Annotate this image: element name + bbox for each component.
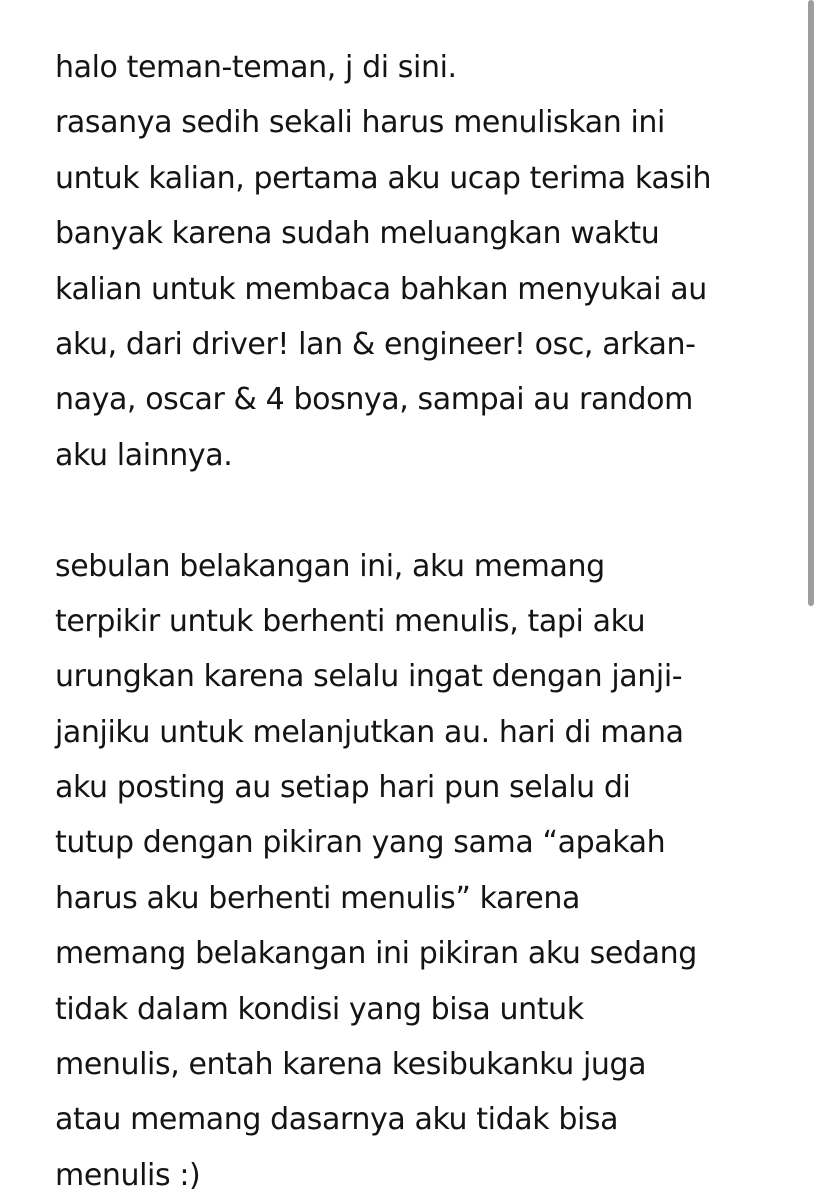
vertical-scrollbar[interactable]: [808, 0, 814, 606]
text-line: memang belakangan ini pikiran aku sedang: [55, 936, 697, 972]
text-line: aku lainnya.: [55, 437, 233, 473]
text-line: aku posting au setiap hari pun selalu di: [55, 770, 631, 806]
text-line: menulis, entah karena kesibukanku juga: [55, 1047, 647, 1083]
text-line: harus aku berhenti menulis” karena: [55, 880, 580, 916]
text-line: halo teman-teman, j di sini.: [55, 50, 457, 85]
text-line: urungkan karena selalu ingat dengan janji-: [55, 659, 683, 695]
note-body: [55, 40, 775, 1203]
text-line: naya, oscar & 4 bosnya, sampai au random: [55, 382, 693, 418]
text-line: rasanya sedih sekali harus menuliskan ini: [55, 105, 665, 141]
paragraph-gap: [55, 483, 775, 538]
text-line: menulis :): [55, 1157, 201, 1193]
text-line: untuk kalian, pertama aku ucap terima kasih: [55, 160, 712, 196]
text-line: tidak dalam kondisi yang bisa untuk: [55, 991, 584, 1027]
text-line: janjiku untuk melanjutkan au. hari di mana: [55, 714, 684, 750]
text-line: atau memang dasarnya aku tidak bisa: [55, 1102, 619, 1138]
text-line: terpikir untuk berhenti menulis, tapi aku: [55, 603, 646, 639]
text-line: sebulan belakangan ini, aku memang: [55, 548, 605, 584]
text-line: kalian untuk membaca bahkan menyukai au: [55, 271, 707, 307]
paragraph-1: [55, 40, 775, 483]
text-line: aku, dari driver! lan & engineer! osc, arkan-: [55, 326, 696, 362]
text-line: banyak karena sudah meluangkan waktu: [55, 216, 660, 252]
paragraph-2: [55, 539, 775, 1203]
text-line: tutup dengan pikiran yang sama “apakah: [55, 825, 666, 861]
